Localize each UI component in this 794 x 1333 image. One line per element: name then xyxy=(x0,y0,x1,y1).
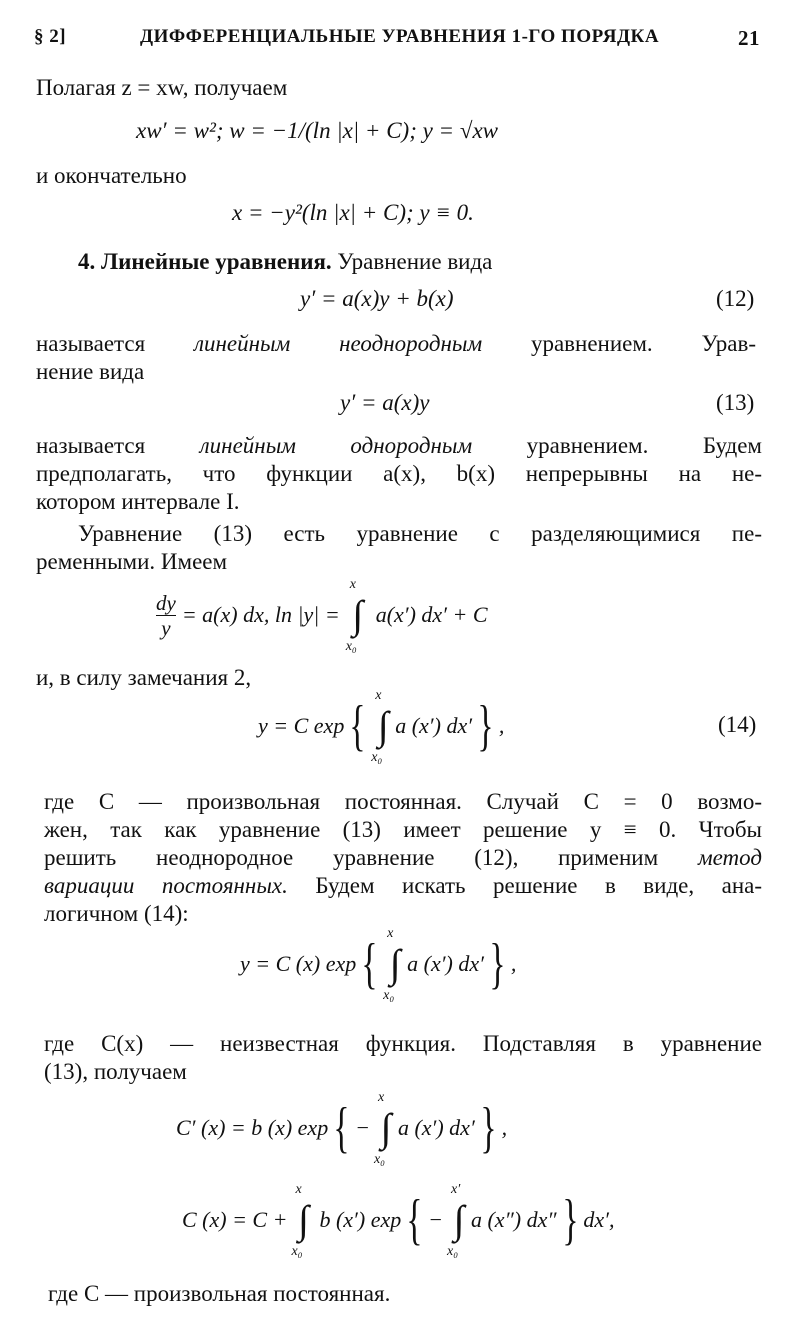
text-span: Будем искать решение в виде, ана- xyxy=(287,873,762,898)
equation-text: a(x′) dx′ + C xyxy=(375,602,488,627)
equation-number: (14) xyxy=(718,712,757,737)
text-span: уравнением. Урав- xyxy=(482,331,756,356)
equation-text: a (x′) dx′ xyxy=(397,1115,475,1140)
text-line: нение вида xyxy=(36,359,145,384)
text-line xyxy=(44,872,762,900)
text-span: называется xyxy=(36,331,194,356)
text-line: где C — произвольная постоянная. xyxy=(48,1281,391,1306)
integral-upper-limit: x xyxy=(375,688,382,703)
equation-text: = a(x) dx, ln |y| = xyxy=(181,602,340,627)
text-span: решить неоднородное уравнение (12), применим xyxy=(44,845,698,870)
running-title: ДИФФЕРЕНЦИАЛЬНЫЕ УРАВНЕНИЯ 1-ГО ПОРЯДКА xyxy=(140,26,660,47)
text-line: предполагать, что функции a(x), b(x) непрерывны на не- xyxy=(36,461,762,486)
equation-solution: C (x) = C + ∫ x x₀ b (x′) exp { − ∫ x′ x₀ a (x″) dx″ } dx′, xyxy=(182,1182,615,1259)
equation-text: y = C (x) exp xyxy=(240,951,357,976)
text-line: логичном (14): xyxy=(44,901,189,926)
equation-text: C (x) = C + xyxy=(182,1207,288,1232)
text-line: жен, так как уравнение (13) имеет решение y ≡ 0. Чтобы xyxy=(44,817,762,842)
italic-term: линейным неоднородным xyxy=(193,331,483,356)
section-marker: § 2] xyxy=(34,26,67,47)
text-line: котором интервале I. xyxy=(36,489,240,514)
text-line: ременными. Имеем xyxy=(36,549,228,574)
left-brace: { xyxy=(361,933,378,995)
text-line xyxy=(36,330,756,358)
text-line: Полагая z = xw, получаем xyxy=(36,75,288,100)
equation-variation: y = C (x) exp { ∫ x x₀ a (x′) dx′ } , xyxy=(240,926,517,1003)
left-brace: { xyxy=(406,1189,423,1251)
equation-text: dx′, xyxy=(583,1207,615,1232)
text-span: уравнением. Будем xyxy=(472,433,762,458)
page-number: 21 xyxy=(738,26,760,50)
integral-upper-limit: x xyxy=(377,1090,385,1105)
equation-result: x = −y²(ln |x| + C); y ≡ 0. xyxy=(232,200,474,225)
equation-number: (13) xyxy=(716,390,755,415)
integral-lower-limit: x₀ xyxy=(383,988,395,1003)
right-brace: } xyxy=(477,695,494,757)
fraction-numerator: dy xyxy=(156,590,176,615)
text-line xyxy=(36,432,762,460)
equation-14: y = C exp { ∫ x x₀ a (x′) dx′ } , xyxy=(258,688,505,765)
integral-lower-limit: x₀ xyxy=(345,639,357,654)
equation-separated xyxy=(156,577,488,654)
integral-upper-limit: x′ xyxy=(450,1182,461,1197)
integral-lower-limit: x₀ xyxy=(291,1244,303,1259)
equation-substitution: xw′ = w²; w = −1/(ln |x| + C); y = √xw xyxy=(136,118,499,143)
italic-term: вариации постоянных. xyxy=(44,873,288,898)
left-brace: { xyxy=(333,1097,350,1159)
integral-sign: ∫ x x₀ xyxy=(373,1090,392,1167)
equation-number: (12) xyxy=(716,286,755,311)
equation-text: a (x′) dx′ xyxy=(407,951,484,976)
heading-bold: 4. Линейные уравнения. xyxy=(78,249,332,274)
integral-sign: ∫ x x₀ xyxy=(371,688,389,765)
left-brace: { xyxy=(349,695,366,757)
integral-upper-limit: x xyxy=(349,577,356,592)
integral-upper-limit: x xyxy=(387,926,394,941)
equation-13: y′ = a(x)y xyxy=(340,390,430,415)
integral-lower-limit: x₀ xyxy=(446,1244,459,1259)
integral-sign: ∫ x x₀ xyxy=(345,577,364,654)
integral-lower-limit: x₀ xyxy=(371,750,383,765)
text-line xyxy=(44,844,762,872)
text-span: называется xyxy=(36,433,200,458)
equation-text: a (x″) dx″ xyxy=(470,1207,557,1232)
right-brace: } xyxy=(489,933,506,995)
integral-upper-limit: x xyxy=(295,1182,302,1197)
equation-derivative: C′ (x) = b (x) exp { − ∫ x x₀ a (x′) dx′ } , xyxy=(176,1090,508,1167)
right-brace: } xyxy=(480,1097,497,1159)
integral-sign: ∫ x x₀ xyxy=(291,1182,309,1259)
italic-term: линейным однородным xyxy=(199,433,473,458)
text-line: где C(x) — неизвестная функция. Подставляя в уравнение xyxy=(44,1031,762,1056)
fraction xyxy=(156,591,176,640)
heading-text: Уравнение вида xyxy=(331,249,493,274)
text-line: (13), получаем xyxy=(44,1059,187,1084)
text-line: Уравнение (13) есть уравнение с разделяющимися пе- xyxy=(78,521,762,546)
italic-term: метод xyxy=(697,845,762,870)
text-line: и окончательно xyxy=(36,163,187,188)
text-line: где C — произвольная постоянная. Случай C = 0 возмо- xyxy=(44,789,762,814)
integral-sign: ∫ x x₀ xyxy=(383,926,401,1003)
section-heading xyxy=(78,248,492,276)
fraction-denominator: y xyxy=(161,615,171,640)
equation-text: a (x′) dx′ xyxy=(395,713,473,738)
equation-text: C′ (x) = b (x) exp xyxy=(176,1115,329,1140)
text-line: и, в силу замечания 2, xyxy=(36,665,252,690)
integral-lower-limit: x₀ xyxy=(373,1152,386,1167)
equation-text: y = C exp xyxy=(258,713,345,738)
integral-sign: ∫ x′ x₀ xyxy=(446,1182,465,1259)
equation-12: y′ = a(x)y + b(x) xyxy=(300,286,454,311)
equation-text: b (x′) exp xyxy=(319,1207,402,1232)
right-brace: } xyxy=(561,1189,579,1251)
